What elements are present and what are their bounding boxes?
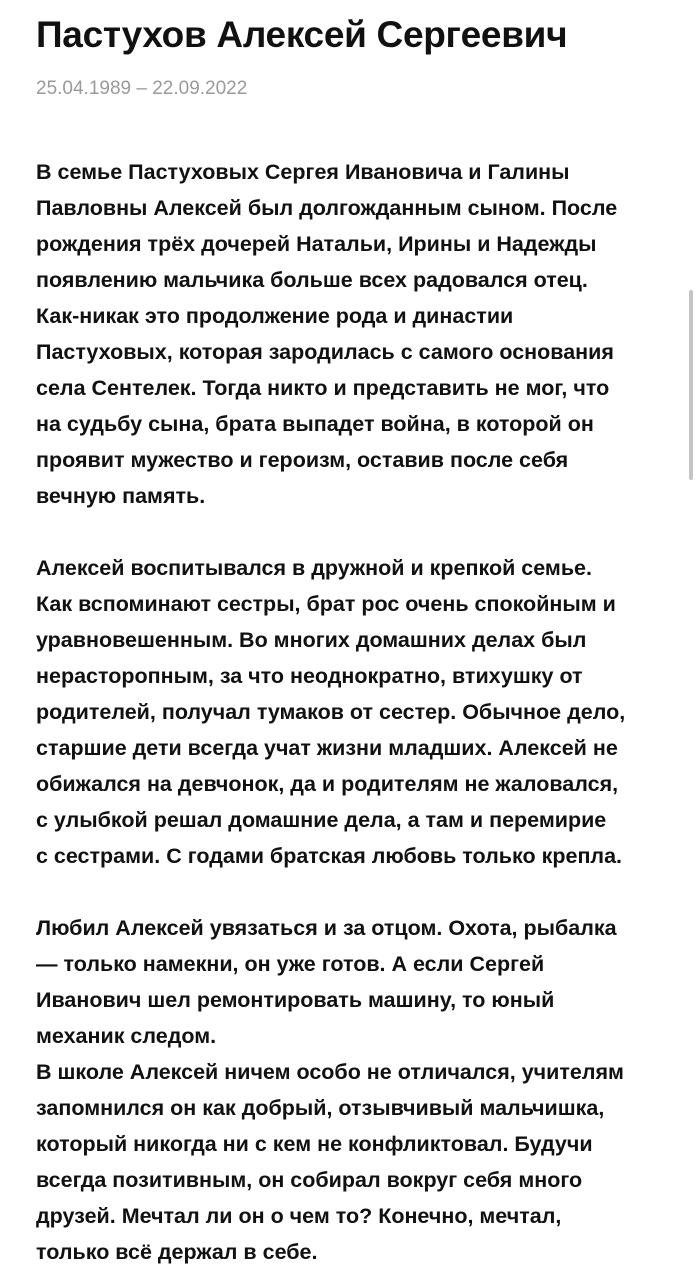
text-line: запомнился он как добрый, отзывчивый мальчишка, [36,1096,605,1120]
text-line: с улыбкой решал домашние дела, а там и перемирие [36,808,607,832]
text-line: нерасторопным, за что неоднократно, втихушку от [36,664,583,688]
text-line: Алексей воспитывался в дружной и крепкой семье. [36,556,592,580]
text-line: механик следом. [36,1024,217,1048]
text-line: Иванович шел ремонтировать машину, то юный [36,988,555,1012]
text-line: родителей, получал тумаков от сестер. Обычное дело, [36,700,626,724]
life-dates: 25.04.1989 – 22.09.2022 [36,78,248,99]
paragraph-spacer [36,514,666,550]
text-line: Пастуховых, которая зародилась с самого основания [36,340,614,364]
text-line: всегда позитивным, он собирал вокруг себя много [36,1168,583,1192]
text-line: Как-никак это продолжение рода и династии [36,304,514,328]
text-line: — только намекни, он уже готов. А если Сергей [36,952,545,976]
scrollbar[interactable] [689,290,693,480]
text-line: который никогда ни с кем не конфликтовал. Будучи [36,1132,593,1156]
text-line: старшие дети всегда учат жизни младших. Алексей не [36,736,618,760]
paragraph-2 [36,550,666,874]
paragraph-1 [36,154,666,514]
text-line: рождения трёх дочерей Натальи, Ирины и Надежды [36,232,597,256]
biography-text [36,154,666,1270]
text-line: Как вспоминают сестры, брат рос очень спокойным и [36,592,616,616]
page-title: Пастухов Алексей Сергеевич [36,14,568,55]
text-line: только всё держал в себе. [36,1240,318,1264]
text-line: уравновешенным. Во многих домашних делах был [36,628,587,652]
text-line: Любил Алексей увязаться и за отцом. Охота, рыбалка [36,916,617,940]
text-line: проявит мужество и героизм, оставив после себя [36,448,569,472]
text-line: обижался на девчонок, да и родителям не жаловался, [36,772,619,796]
text-line: вечную память. [36,484,206,508]
paragraph-4 [36,1054,666,1270]
text-line: с сестрами. С годами братская любовь только крепла. [36,844,623,868]
text-line: на судьбу сына, брата выпадет война, в которой он [36,412,594,436]
text-line: В семье Пастуховых Сергея Ивановича и Галины [36,160,570,184]
text-line: друзей. Мечтал ли он о чем то? Конечно, мечтал, [36,1204,562,1228]
text-line: села Сентелек. Тогда никто и представить не мог, что [36,376,610,400]
paragraph-3 [36,910,666,1054]
text-line: появлению мальчика больше всех радовался отец. [36,268,588,292]
paragraph-spacer [36,874,666,910]
text-line: В школе Алексей ничем особо не отличался, учителям [36,1060,624,1084]
text-line: Павловны Алексей был долгожданным сыном. После [36,196,618,220]
